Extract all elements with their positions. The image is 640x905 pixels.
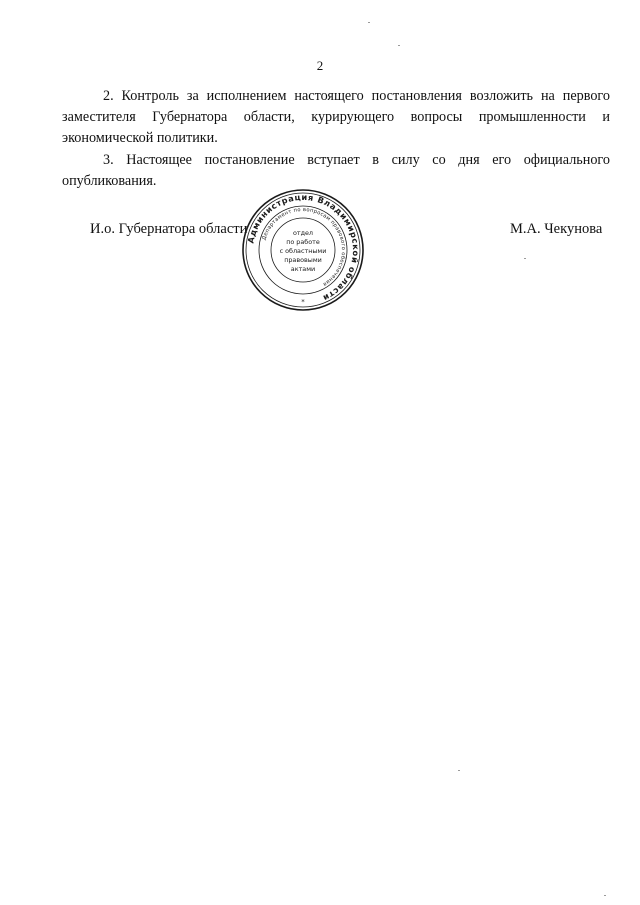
seal-inner-text: Департамент по вопросам правового обеспечения bbox=[261, 206, 347, 288]
scan-speck bbox=[368, 22, 370, 23]
paragraph-control: 2. Контроль за исполнением настоящего постановления возложить на первого заместителя Губернатора области, курирующего вопросы промышленности и экономической политики. bbox=[62, 88, 610, 146]
seal-center-line-4: правовыми bbox=[284, 256, 322, 264]
seal-graphic bbox=[241, 188, 365, 312]
page-number: 2 bbox=[316, 58, 324, 73]
seal-outer-text: Администрация Владимирской области bbox=[245, 191, 362, 304]
seal-center-line-3: с областными bbox=[279, 247, 327, 255]
scan-speck bbox=[604, 895, 606, 896]
scan-speck bbox=[524, 258, 526, 259]
scan-speck bbox=[458, 770, 460, 771]
seal-center-line-5: актами bbox=[290, 265, 316, 273]
seal-center-line-2: по работе bbox=[286, 238, 320, 246]
official-seal bbox=[241, 188, 365, 312]
signer-name: М.А. Чекунова bbox=[510, 221, 603, 237]
seal-star: * bbox=[301, 298, 305, 306]
paragraph-effective-date: 3. Настоящее постановление вступает в силу со дня его официального опубликования. bbox=[62, 152, 610, 189]
signer-title: И.о. Губернатора области bbox=[90, 221, 248, 237]
seal-center-line-1: отдел bbox=[292, 229, 314, 237]
scan-speck bbox=[398, 45, 400, 46]
